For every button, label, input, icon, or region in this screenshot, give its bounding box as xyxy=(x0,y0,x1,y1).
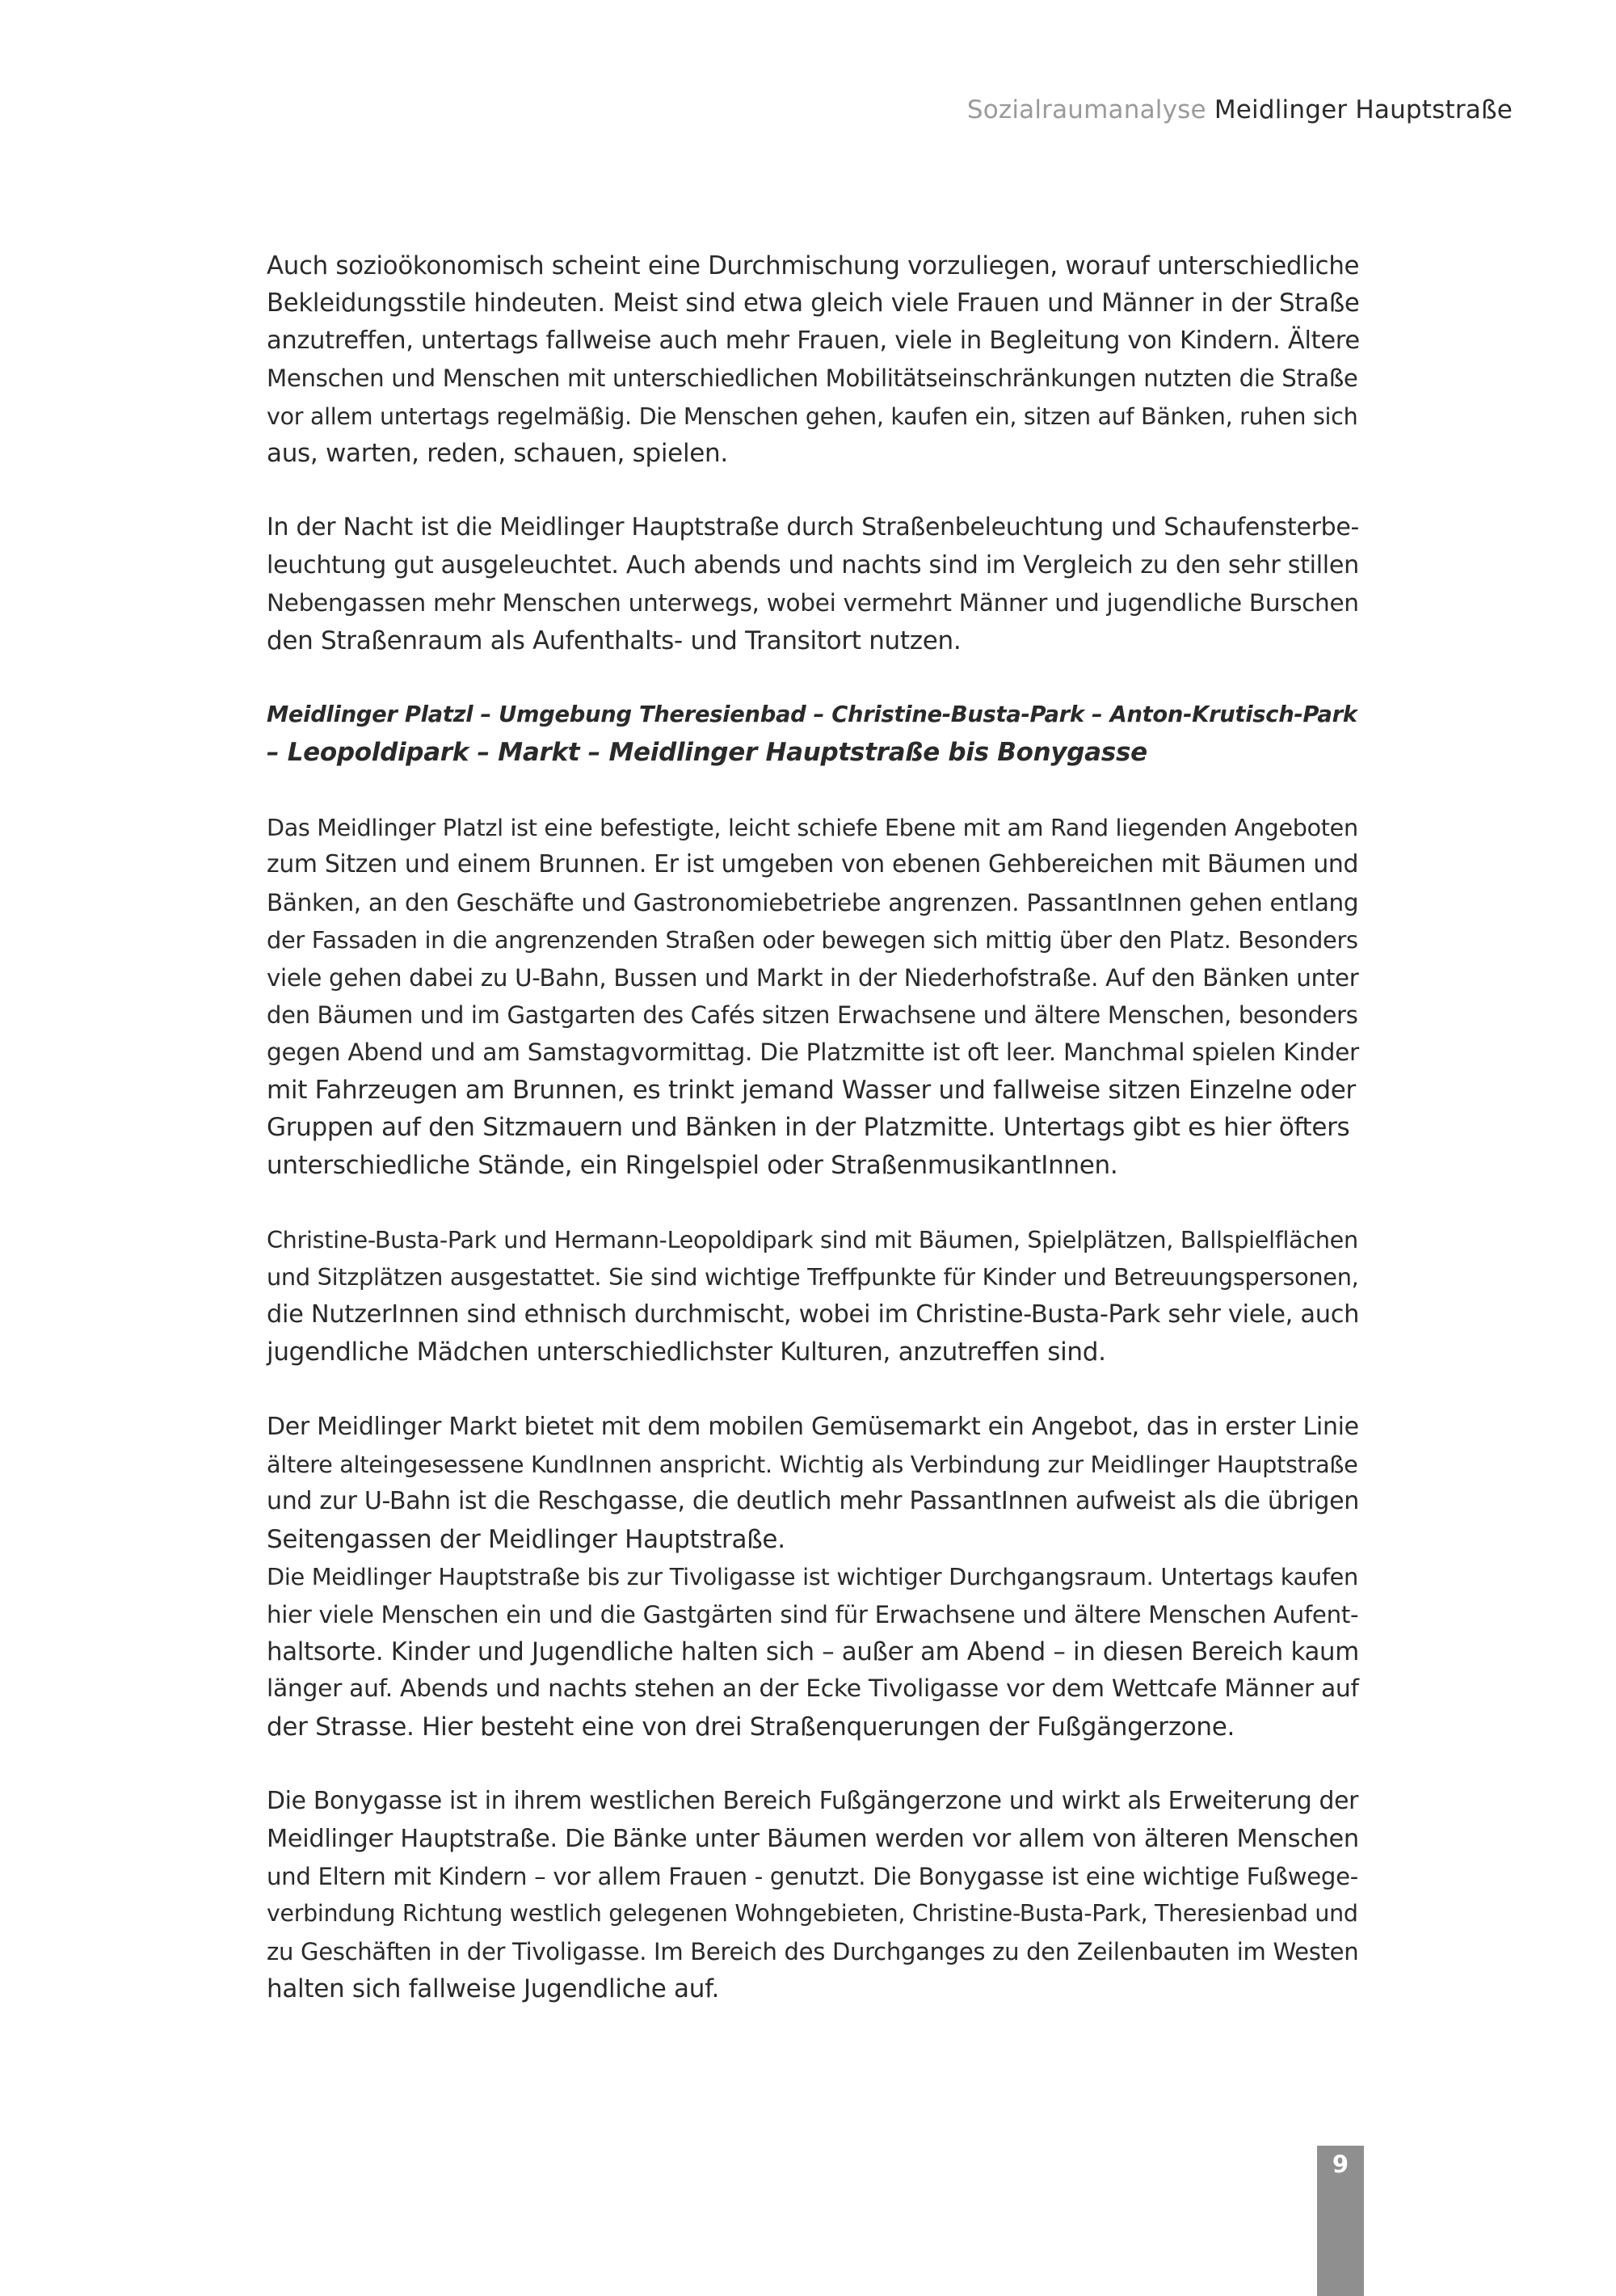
text-line: zu Geschäften in der Tivoligasse. Im Bereich des Durchganges zu den Zeilenbauten im Westen xyxy=(267,1937,1359,1965)
paragraph-bonygasse xyxy=(267,1783,1366,2007)
text-line: Seitengassen der Meidlinger Hauptstraße. xyxy=(267,1524,785,1554)
text-line: leuchtung gut ausgeleuchtet. Auch abends und nachts sind im Vergleich zu den sehr stillen xyxy=(267,550,1359,579)
text-line: und zur U-Bahn ist die Reschgasse, die deutlich mehr PassantInnen aufweist als die übrigen xyxy=(267,1487,1359,1516)
heading-line: Meidlinger Platzl – Umgebung Theresienbad – Christine-Busta-Park – Anton-Krutisch-Park xyxy=(267,702,1357,728)
text-line: und Sitzplätzen ausgestattet. Sie sind wichtige Treffpunkte für Kinder und Betreuungspersonen, xyxy=(267,1263,1359,1291)
text-line: Nebengassen mehr Menschen unterwegs, wobei vermehrt Männer und jugendliche Burschen xyxy=(267,589,1359,617)
body-text xyxy=(267,247,1366,2008)
text-line: und Eltern mit Kindern – vor allem Frauen - genutzt. Die Bonygasse ist eine wichtige Fußwege- xyxy=(267,1863,1358,1891)
text-line: Die Bonygasse ist in ihrem westlichen Bereich Fußgängerzone und wirkt als Erweiterung der xyxy=(267,1787,1359,1816)
paragraph-parks xyxy=(267,1221,1366,1371)
text-line: halten sich fallweise Jugendliche auf. xyxy=(267,1974,720,2004)
text-line: jugendliche Mädchen unterschiedlichster Kulturen, anzutreffen sind. xyxy=(267,1338,1106,1367)
text-line: Bänken, an den Geschäfte und Gastronomiebetriebe angrenzen. PassantInnen gehen entlang xyxy=(267,888,1359,916)
text-line: vor allem untertags regelmäßig. Die Menschen gehen, kaufen ein, sitzen auf Bänken, ruhen sich xyxy=(267,402,1358,430)
text-line: viele gehen dabei zu U-Bahn, Bussen und Markt in der Niederhofstraße. Auf den Bänken unter xyxy=(267,963,1359,992)
text-line: hier viele Menschen ein und die Gastgärten sind für Erwachsene und ältere Menschen Aufent- xyxy=(267,1600,1359,1628)
text-line: Die Meidlinger Hauptstraße bis zur Tivoligasse ist wichtiger Durchgangsraum. Untertags kaufen xyxy=(267,1563,1358,1591)
text-line: haltsorte. Kinder und Jugendliche halten sich – außer am Abend – in diesen Bereich kaum xyxy=(267,1637,1359,1666)
header-series: Sozialraumanalyse xyxy=(966,95,1206,124)
text-line: der Fassaden in die angrenzenden Straßen oder bewegen sich mittig über den Platz. Besonders xyxy=(267,926,1358,954)
page-number-tab xyxy=(1317,2146,1364,2296)
header-title: Meidlinger Hauptstraße xyxy=(1214,95,1513,124)
text-line: den Straßenraum als Aufenthalts- und Transitort nutzen. xyxy=(267,626,962,655)
section-heading xyxy=(267,697,1366,772)
text-line: Gruppen auf den Sitzmauern und Bänken in der Platzmitte. Untertags gibt es hier öfters xyxy=(267,1113,1350,1143)
page-number: 9 xyxy=(1332,2151,1349,2178)
text-line: Bekleidungsstile hindeuten. Meist sind etwa gleich viele Frauen und Männer in der Straße xyxy=(267,289,1360,318)
text-line: Der Meidlinger Markt bietet mit dem mobilen Gemüsemarkt ein Angebot, das in erster Linie xyxy=(267,1412,1359,1441)
text-line: länger auf. Abends und nachts stehen an der Ecke Tivoligasse vor dem Wettcafe Männer auf xyxy=(267,1675,1359,1704)
text-line: Auch sozioökonomisch scheint eine Durchmischung vorzuliegen, worauf unterschiedliche xyxy=(267,251,1360,280)
text-line: den Bäumen und im Gastgarten des Cafés sitzen Erwachsene und ältere Menschen, besonders xyxy=(267,1001,1358,1029)
running-header xyxy=(967,95,1513,124)
text-line: Meidlinger Hauptstraße. Die Bänke unter Bäumen werden vor allem von älteren Menschen xyxy=(267,1824,1359,1853)
text-line: die NutzerInnen sind ethnisch durchmischt, wobei im Christine-Busta-Park sehr viele, auch xyxy=(267,1300,1360,1329)
text-line: ältere alteingesessene KundInnen anspricht. Wichtig als Verbindung zur Meidlinger Hauptstraße xyxy=(267,1450,1358,1478)
text-line: Christine-Busta-Park und Hermann-Leopoldipark sind mit Bäumen, Spielplätzen, Ballspielflächen xyxy=(267,1225,1358,1253)
text-line: Menschen und Menschen mit unterschiedlichen Mobilitätseinschränkungen nutzten die Straße xyxy=(267,364,1358,393)
text-line: gegen Abend und am Samstagvormittag. Die Platzmitte ist oft leer. Manchmal spielen Kinder xyxy=(267,1038,1359,1067)
text-line: Das Meidlinger Platzl ist eine befestigte, leicht schiefe Ebene mit am Rand liegenden Angeboten xyxy=(267,813,1358,841)
text-line: mit Fahrzeugen am Brunnen, es trinkt jemand Wasser und fallweise sitzen Einzelne oder xyxy=(267,1075,1356,1105)
text-line: aus, warten, reden, schauen, spielen. xyxy=(267,439,728,469)
text-line: der Strasse. Hier besteht eine von drei Straßenquerungen der Fußgängerzone. xyxy=(267,1712,1235,1742)
text-line: unterschiedliche Stände, ein Ringelspiel oder StraßenmusikantInnen. xyxy=(267,1150,1118,1180)
paragraph-socioeconomic xyxy=(267,247,1366,472)
text-line: zum Sitzen und einem Brunnen. Er ist umgeben von ebenen Gehbereichen mit Bäumen und xyxy=(267,850,1359,879)
text-line: verbindung Richtung westlich gelegenen Wohngebieten, Christine-Busta-Park, Theresienbad und xyxy=(267,1900,1358,1927)
paragraph-market xyxy=(267,1409,1366,1746)
text-line: anzutreffen, untertags fallweise auch mehr Frauen, viele in Begleitung von Kindern. Ältere xyxy=(267,326,1360,355)
text-line: In der Nacht ist die Meidlinger Hauptstraße durch Straßenbeleuchtung und Schaufensterbe- xyxy=(267,513,1359,542)
paragraph-platzl xyxy=(267,809,1366,1184)
paragraph-night xyxy=(267,509,1366,659)
heading-line: – Leopoldipark – Markt – Meidlinger Hauptstraße bis Bonygasse xyxy=(267,738,1147,768)
